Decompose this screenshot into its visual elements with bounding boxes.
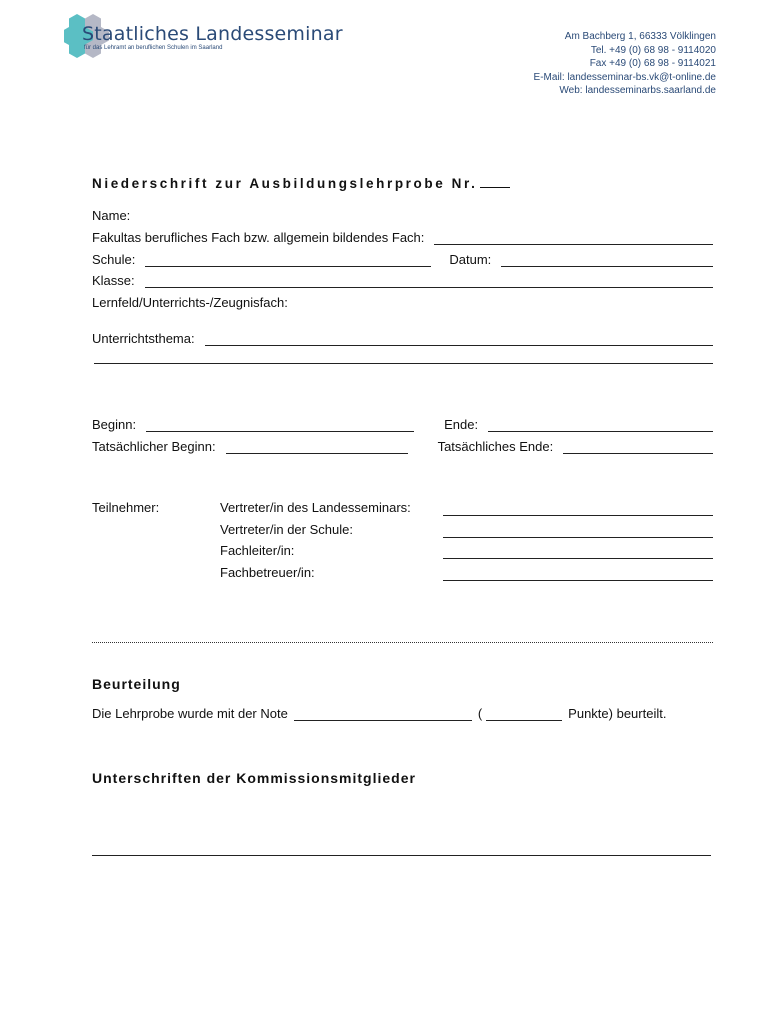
- name-row: [92, 205, 713, 223]
- lernfeld-row: [92, 292, 713, 310]
- thema-field[interactable]: [205, 333, 713, 346]
- beurteilung-heading: Beurteilung: [92, 676, 181, 692]
- name-label: Name:: [92, 208, 131, 223]
- contact-address: Am Bachberg 1, 66333 Völklingen: [564, 31, 716, 42]
- thema-label: Unterrichtsthema:: [92, 331, 195, 346]
- participant-label: Fachbetreuer/in:: [220, 565, 315, 580]
- klasse-field[interactable]: [145, 275, 713, 288]
- datum-label: Datum:: [449, 252, 492, 267]
- tats-beginn-label: Tatsächlicher Beginn:: [92, 439, 216, 454]
- participant-field[interactable]: [443, 514, 713, 516]
- thema-field-line2[interactable]: [94, 362, 713, 364]
- page-title-text: Niederschrift zur Ausbildungslehrprobe Nr.: [92, 176, 478, 191]
- fakultas-row: [92, 227, 713, 245]
- klasse-label: Klasse:: [92, 273, 135, 288]
- thema-row: [92, 328, 713, 346]
- ende-field[interactable]: [488, 419, 713, 432]
- participant-label: Fachleiter/in:: [220, 543, 295, 558]
- fakultas-label: Fakultas berufliches Fach bzw. allgemein bildendes Fach:: [92, 230, 425, 245]
- note-field[interactable]: [294, 708, 472, 721]
- signatures-heading: Unterschriften der Kommissionsmitglieder: [92, 770, 416, 786]
- klasse-row: [92, 270, 713, 288]
- dotted-separator: [92, 636, 713, 643]
- note-text-before: Die Lehrprobe wurde mit der Note: [92, 706, 288, 721]
- contact-phone: Tel. +49 (0) 68 98 - 9114020: [590, 44, 716, 56]
- beginn-field[interactable]: [146, 419, 414, 432]
- page-title: [92, 176, 510, 191]
- tats-ende-field[interactable]: [563, 441, 713, 454]
- logo-subtitle: für das Lehramt an beruflichen Schulen im Saarland: [84, 45, 223, 51]
- schule-field[interactable]: [145, 254, 431, 267]
- punkte-field[interactable]: [486, 708, 562, 721]
- number-line: [480, 187, 510, 188]
- participant-field[interactable]: [443, 579, 713, 581]
- note-row: [92, 703, 713, 721]
- teilnehmer-label: Teilnehmer:: [92, 500, 160, 515]
- participant-field[interactable]: [443, 536, 713, 538]
- lernfeld-label: Lernfeld/Unterrichts-/Zeugnisfach:: [92, 295, 288, 310]
- datum-field[interactable]: [501, 254, 713, 267]
- logo-title: Staatliches Landesseminar: [82, 23, 343, 45]
- signature-field[interactable]: [92, 855, 711, 856]
- ende-label: Ende:: [444, 417, 479, 432]
- schule-label: Schule:: [92, 252, 136, 267]
- logo: [64, 12, 343, 58]
- participant-label: Vertreter/in des Landesseminars:: [220, 500, 411, 515]
- tats-row: [92, 436, 713, 454]
- paren-open: (: [477, 706, 483, 721]
- beginn-label: Beginn:: [92, 417, 137, 432]
- participant-label: Vertreter/in der Schule:: [220, 522, 353, 537]
- contact-fax: Fax +49 (0) 68 98 - 9114021: [589, 58, 716, 69]
- note-text-after: Punkte) beurteilt.: [568, 706, 667, 721]
- contact-block: [534, 30, 716, 98]
- tats-ende-label: Tatsächliches Ende:: [437, 439, 554, 454]
- tats-beginn-field[interactable]: [226, 441, 408, 454]
- schule-datum-row: [92, 249, 713, 267]
- participant-field[interactable]: [443, 557, 713, 559]
- fakultas-field[interactable]: [434, 232, 713, 245]
- contact-web[interactable]: Web: landesseminarbs.saarland.de: [559, 85, 716, 96]
- beginn-ende-row: [92, 414, 713, 432]
- contact-email[interactable]: E-Mail: landesseminar-bs.vk@t-online.de: [533, 71, 716, 83]
